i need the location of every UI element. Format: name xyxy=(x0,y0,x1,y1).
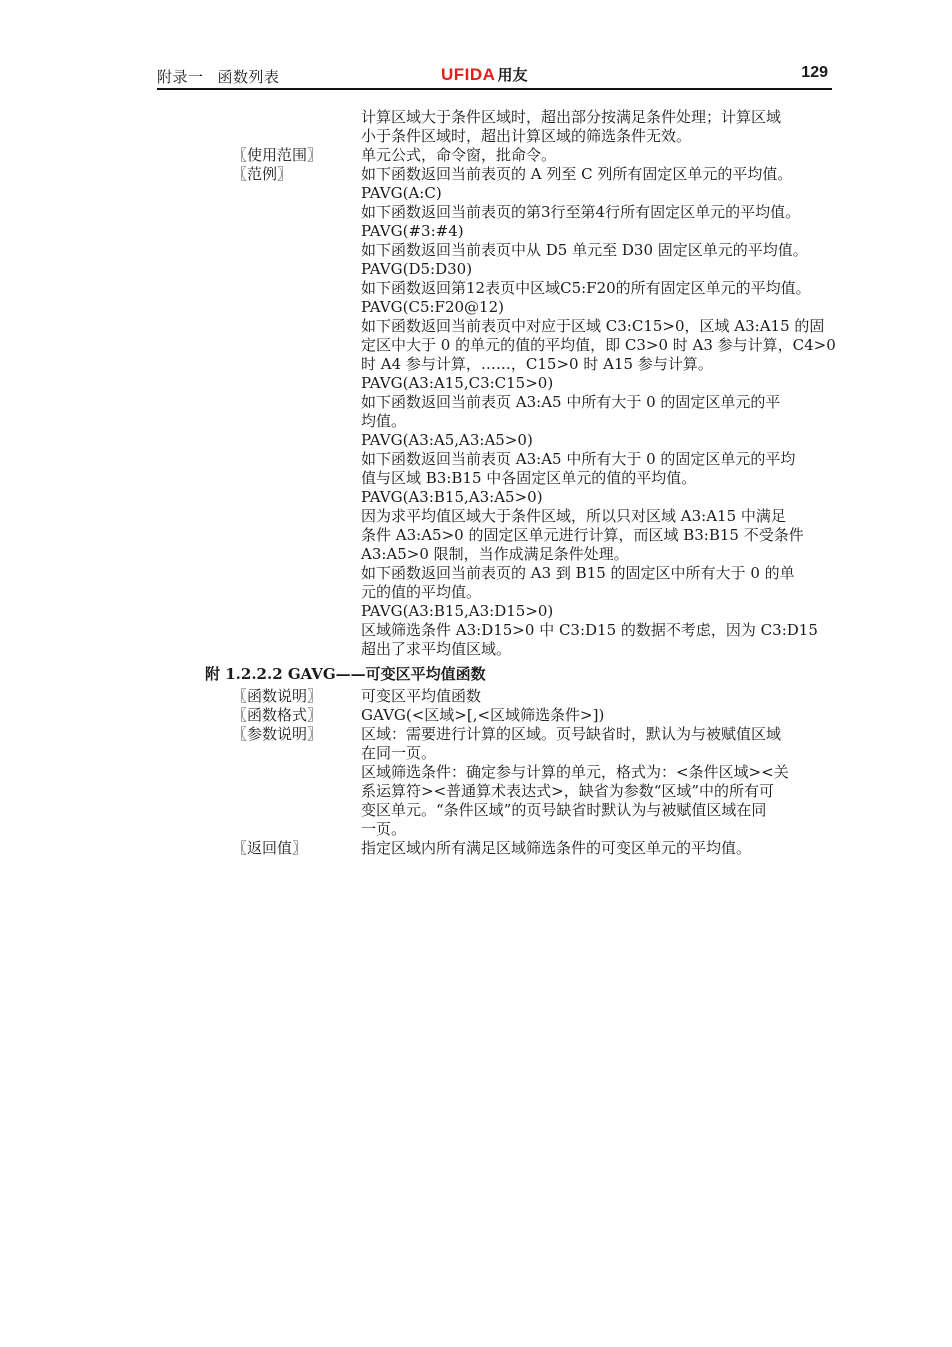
example-line: 因为求平均值区域大于条件区域，所以只对区域 A3:A15 中满足 xyxy=(361,507,786,525)
pavg-intro-text xyxy=(361,108,831,146)
header-rule xyxy=(157,88,832,90)
pavg-usage-row xyxy=(0,146,952,165)
example-line: PAVG(#3:#4) xyxy=(361,222,464,240)
example-line: PAVG(A3:B15,A3:A5>0) xyxy=(361,488,543,506)
example-line: 如下函数返回当前表页 A3:A5 中所有大于 0 的固定区单元的平 xyxy=(361,393,781,411)
example-line: PAVG(A3:A15,C3:C15>0) xyxy=(361,374,554,392)
example-line: 元的值的平均值。 xyxy=(361,583,482,601)
example-line: A3:A5>0 限制，当作成满足条件处理。 xyxy=(361,545,629,563)
example-line: 如下函数返回当前表页中从 D5 单元至 D30 固定区单元的平均值。 xyxy=(361,241,808,259)
example-line: 超出了求平均值区域。 xyxy=(361,640,512,658)
example-line: PAVG(A:C) xyxy=(361,184,442,202)
format-label: 〖函数格式〗 xyxy=(232,706,323,724)
section-title: 附 1.2.2.2 GAVG——可变区平均值函数 xyxy=(205,665,486,683)
gavg-return-row xyxy=(0,839,952,858)
params-line: 在同一页。 xyxy=(361,744,437,762)
intro-line: 计算区域大于条件区域时，超出部分按满足条件处理；计算区域 xyxy=(361,108,782,126)
example-line: 条件 A3:A5>0 的固定区单元进行计算，而区域 B3:B15 不受条件 xyxy=(361,526,804,544)
example-line: PAVG(A3:B15,A3:D15>0) xyxy=(361,602,554,620)
usage-label: 〖使用范围〗 xyxy=(232,146,323,164)
page-number: 129 xyxy=(801,64,828,81)
gavg-desc-row xyxy=(0,687,952,706)
return-text: 指定区域内所有满足区域筛选条件的可变区单元的平均值。 xyxy=(361,839,752,857)
example-line: 如下函数返回当前表页的 A3 到 B15 的固定区中所有大于 0 的单 xyxy=(361,564,795,582)
usage-text: 单元公式，命令窗，批命令。 xyxy=(361,146,557,164)
intro-line: 小于条件区域时，超出计算区域的筛选条件无效。 xyxy=(361,127,692,145)
page-content xyxy=(0,108,952,858)
pavg-intro xyxy=(0,108,952,146)
example-line: PAVG(D5:D30) xyxy=(361,260,473,278)
params-line: 一页。 xyxy=(361,820,407,838)
example-line: PAVG(A3:A5,A3:A5>0) xyxy=(361,431,533,449)
example-line: 时 A4 参与计算，……，C15>0 时 A15 参与计算。 xyxy=(361,355,713,373)
example-line: 均值。 xyxy=(361,412,407,430)
ufida-logo xyxy=(441,64,527,85)
example-line: 如下函数返回第12表页中区域C5:F20的所有固定区单元的平均值。 xyxy=(361,279,811,297)
logo-cn: 用友 xyxy=(497,67,528,84)
page-header xyxy=(157,64,832,90)
example-line: 值与区域 B3:B15 中各固定区单元的值的平均值。 xyxy=(361,469,697,487)
params-line: 系运算符><普通算术表达式>，缺省为参数“区域”中的所有可 xyxy=(361,782,775,800)
example-label: 〖范例〗 xyxy=(232,165,293,183)
example-line: 如下函数返回当前表页的 A 列至 C 列所有固定区单元的平均值。 xyxy=(361,165,793,183)
return-label: 〖返回值〗 xyxy=(232,839,308,857)
example-line: 如下函数返回当前表页中对应于区域 C3:C15>0，区域 A3:A15 的固 xyxy=(361,317,825,335)
logo-brand: UFIDA xyxy=(441,65,496,84)
params-line: 区域：需要进行计算的区域。页号缺省时，默认为与被赋值区域 xyxy=(361,725,782,743)
gavg-params-row xyxy=(0,725,952,839)
examples-text xyxy=(361,165,836,659)
desc-label: 〖函数说明〗 xyxy=(232,687,323,705)
gavg-format-row xyxy=(0,706,952,725)
chapter-label: 附录一 xyxy=(157,68,204,86)
params-line: 变区单元。“条件区域”的页号缺省时默认为与被赋值区域在同 xyxy=(361,801,767,819)
running-head xyxy=(157,66,280,87)
example-line: 定区中大于 0 的单元的值的平均值，即 C3>0 时 A3 参与计算，C4>0 xyxy=(361,336,836,354)
example-line: 如下函数返回当前表页的第3行至第4行所有固定区单元的平均值。 xyxy=(361,203,801,221)
pavg-example-row xyxy=(0,165,952,659)
format-text: GAVG(<区域>[,<区域筛选条件>]) xyxy=(361,706,605,724)
chapter-title: 函数列表 xyxy=(217,68,280,86)
example-line: 如下函数返回当前表页 A3:A5 中所有大于 0 的固定区单元的平均 xyxy=(361,450,796,468)
example-line: PAVG(C5:F20@12) xyxy=(361,298,504,316)
params-label: 〖参数说明〗 xyxy=(232,725,323,743)
params-line: 区域筛选条件：确定参与计算的单元，格式为：<条件区域><关 xyxy=(361,763,789,781)
params-text xyxy=(361,725,831,839)
desc-text: 可变区平均值函数 xyxy=(361,687,482,705)
example-line: 区域筛选条件 A3:D15>0 中 C3:D15 的数据不考虑，因为 C3:D15 xyxy=(361,621,818,639)
